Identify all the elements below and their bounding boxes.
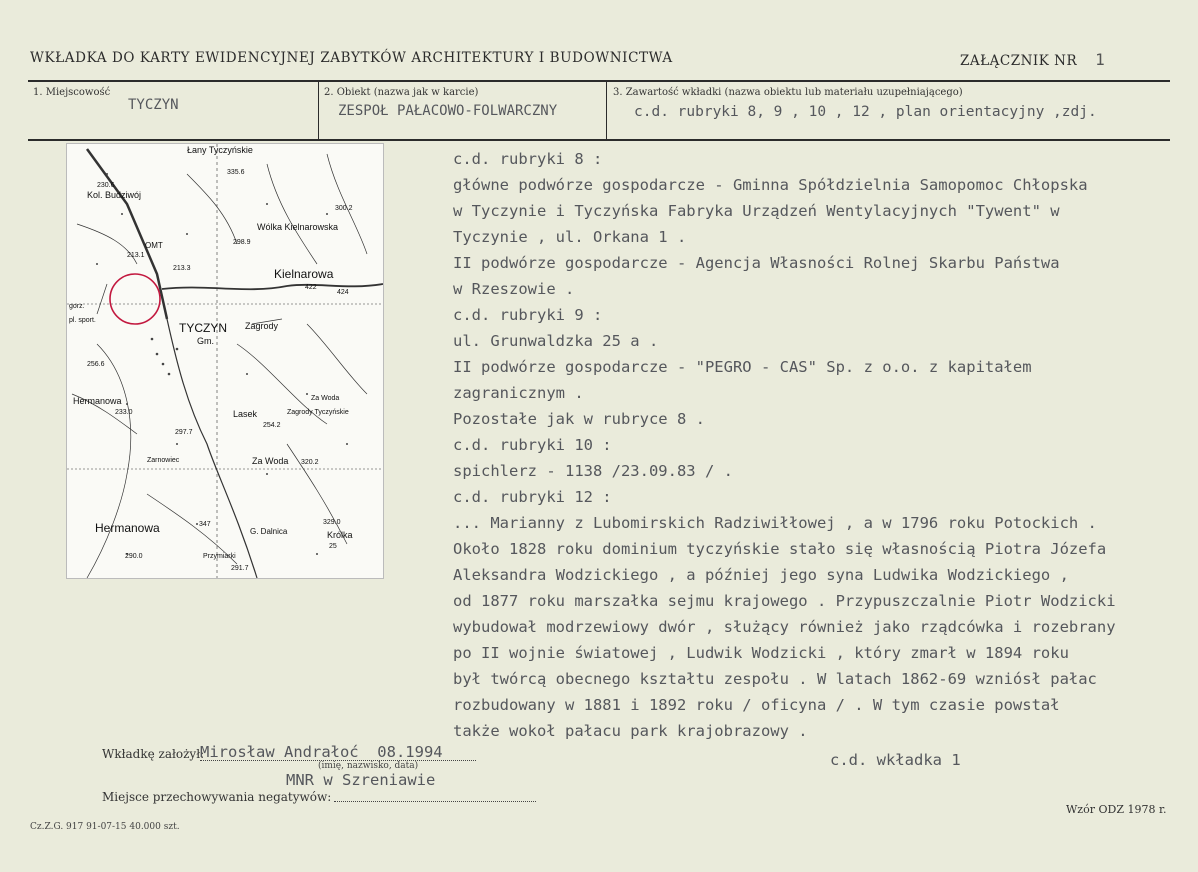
map-label: gorz.: [69, 303, 85, 310]
map-label: Lasek: [233, 409, 258, 419]
map-height: 298.9: [233, 239, 251, 246]
map-height: 422: [305, 284, 317, 291]
map-label: OMT: [145, 241, 163, 250]
map-label: Zagrody Tyczyńskie: [287, 409, 349, 416]
map-label: Królka: [327, 530, 353, 540]
body-line: ... Marianny z Lubomirskich Radziwiłłowej , a w 1796 roku Potockich .: [453, 514, 1097, 532]
field-2-value: ZESPOŁ PAŁACOWO-FOLWARCZNY: [338, 103, 558, 119]
map-label: Zagrody: [245, 321, 279, 331]
map-drawing: [67, 144, 383, 578]
body-line: główne podwórze gospodarcze - Gminna Spółdzielnia Samopomoc Chłopska: [453, 176, 1088, 194]
map-height: 230.6: [97, 182, 115, 189]
map-height: 347: [199, 521, 211, 528]
map-height: 300.2: [335, 205, 353, 212]
map-label: Gm.: [197, 336, 214, 346]
form-label: Wzór ODZ 1978 r.: [1066, 803, 1167, 816]
map-label: Wólka Kielnarowska: [257, 222, 339, 232]
body-line: Około 1828 roku dominium tyczyńskie stało się własnością Piotra Józefa: [453, 540, 1107, 558]
field-3-label: 3. Zawartość wkładki (nazwa obiektu lub materiału uzupełniającego): [613, 87, 963, 98]
body-line: c.d. rubryki 10 :: [453, 436, 612, 454]
attachment-number: [960, 50, 1105, 69]
card-title: WKŁADKA DO KARTY EWIDENCYJNEJ ZABYTKÓW ARCHITEKTURY I BUDOWNICTWA: [30, 50, 673, 66]
road-east: [162, 284, 383, 289]
map-label: Hermanowa: [95, 521, 160, 535]
body-line: ul. Grunwaldzka 25 a .: [453, 332, 659, 350]
body-line: c.d. rubryki 8 :: [453, 150, 603, 168]
map-label: Kol. Budziwój: [87, 190, 142, 200]
attachment-value: 1: [1095, 50, 1106, 69]
body-line: od 1877 roku marszałka sejmu krajowego . Przypuszczalnie Piotr Wodzicki: [453, 592, 1116, 610]
attachment-label: ZAŁĄCZNIK NR: [960, 53, 1078, 69]
body-line: w Rzeszowie .: [453, 280, 575, 298]
field-divider-1: [318, 80, 319, 140]
map-height: 25: [329, 543, 337, 550]
created-by-value: Mirosław Andrałoć 08.1994: [200, 743, 443, 761]
body-line: spichlerz - 1138 /23.09.83 / .: [453, 462, 733, 480]
body-line: wybudował modrzewiowy dwór , służący również jako rządcówka i rozebrany: [453, 618, 1116, 636]
body-line: był twórcą obecnego kształtu zespołu . W latach 1862-69 wzniósł pałac: [453, 670, 1097, 688]
body-line: c.d. rubryki 9 :: [453, 306, 603, 324]
location-marker-circle: [110, 274, 160, 324]
map-height: 297.7: [175, 429, 193, 436]
printer-info: Cz.Z.G. 917 91-07-15 40.000 szt.: [30, 822, 180, 832]
body-line: II podwórze gospodarcze - "PEGRO - CAS" Sp. z o.o. z kapitałem: [453, 358, 1032, 376]
map-height: 424: [337, 289, 349, 296]
map-label: G. Dalnica: [250, 527, 288, 536]
map-label: Przymiarki: [203, 553, 236, 560]
orientation-map: [66, 143, 384, 579]
field-1-value: TYCZYN: [128, 97, 179, 113]
body-line: Tyczynie , ul. Orkana 1 .: [453, 228, 687, 246]
main-road: [87, 149, 167, 319]
continuation-note: c.d. wkładka 1: [830, 751, 961, 769]
map-label: TYCZYN: [179, 321, 227, 335]
map-height: 291.7: [231, 565, 249, 572]
map-label: Łany Tyczyńskie: [187, 145, 253, 155]
body-line: zagranicznym .: [453, 384, 584, 402]
map-height: 213.3: [173, 265, 191, 272]
institution: MNR w Szreniawie: [286, 771, 436, 789]
map-height: 213.1: [127, 252, 145, 259]
body-line: Aleksandra Wodzickiego , a później jego syna Ludwika Wodzickiego ,: [453, 566, 1069, 584]
created-by-hint: (imię, nazwisko, data): [318, 761, 419, 771]
body-line: w Tyczynie i Tyczyńska Fabryka Urządzeń Wentylacyjnych "Tywent" w: [453, 202, 1060, 220]
field-1-label: 1. Miejscowość: [33, 87, 111, 98]
body-line: Pozostałe jak w rubryce 8 .: [453, 410, 705, 428]
top-rule: [28, 80, 1170, 82]
map-label: Zarnowiec: [147, 457, 180, 464]
map-height: 233.0: [115, 409, 133, 416]
field-divider-2: [606, 80, 607, 140]
body-line: także wokoł pałacu park krajobrazowy .: [453, 722, 808, 740]
field-3-value: c.d. rubryki 8, 9 , 10 , 12 , plan orientacyjny ,zdj.: [634, 104, 1097, 120]
map-label: Kielnarowa: [274, 267, 334, 281]
map-height: 320.2: [301, 459, 319, 466]
map-label: pl. sport.: [69, 317, 96, 324]
body-line: po II wojnie światowej , Ludwik Wodzicki , który zmarł w 1894 roku: [453, 644, 1069, 662]
body-line: c.d. rubryki 12 :: [453, 488, 612, 506]
map-height: 329.0: [323, 519, 341, 526]
map-label: Za Woda: [311, 395, 340, 402]
body-line: II podwórze gospodarcze - Agencja Własności Rolnej Skarbu Państwa: [453, 254, 1060, 272]
created-by-label: Wkładkę założył:: [102, 747, 205, 761]
negatives-line: [334, 801, 536, 802]
map-height: 256.6: [87, 361, 105, 368]
map-height: 335.6: [227, 169, 245, 176]
map-height: 254.2: [263, 422, 281, 429]
map-label: Hermanowa: [73, 396, 122, 406]
field-2-label: 2. Obiekt (nazwa jak w karcie): [324, 87, 479, 98]
negatives-label: Miejsce przechowywania negatywów:: [102, 790, 332, 804]
map-height: 290.0: [125, 553, 143, 560]
field-rule: [28, 139, 1170, 141]
body-line: rozbudowany w 1881 i 1892 roku / oficyna / . W tym czasie powstał: [453, 696, 1060, 714]
map-label: Za Woda: [252, 456, 289, 466]
